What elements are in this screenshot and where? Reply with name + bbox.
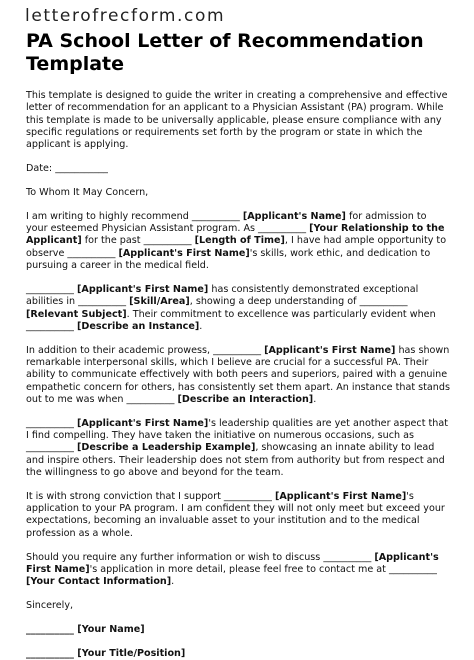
placeholder-relationship: [Your Relationship to the Applicant] xyxy=(26,223,445,247)
text: 's application to your PA program. I am confident they will not only meet but exceed your expectations, becoming an invaluable asset to your institution and to the medical profession as a whole. xyxy=(26,490,445,539)
text: , showcasing an innate ability to lead and inspire others. Their leadership does not stem from authority but from respect and the willingness to go above and beyond for the team. xyxy=(26,442,445,478)
text: __________ xyxy=(26,417,78,429)
placeholder-first-name: [Applicant's First Name] xyxy=(118,247,250,259)
paragraph-abilities xyxy=(26,284,450,333)
text: has consistently demonstrated exceptional abilities in __________ xyxy=(26,283,419,308)
placeholder-interaction: [Describe an Interaction] xyxy=(177,393,314,405)
placeholder-applicant-name: [Applicant's Name] xyxy=(242,210,346,222)
text: . xyxy=(171,576,175,588)
text: In addition to their academic prowess, __________ xyxy=(26,344,265,356)
document-title xyxy=(26,30,450,76)
text: Should you require any further information or wish to discuss __________ xyxy=(26,551,375,563)
placeholder-first-name: [Applicant's First Name] xyxy=(26,551,439,575)
placeholder-first-name: [Applicant's First Name] xyxy=(77,417,209,429)
date-line: Date: ___________ xyxy=(26,163,108,175)
paragraph-leadership xyxy=(26,418,450,479)
title-line-2: Template xyxy=(26,53,125,75)
text: . xyxy=(313,393,317,405)
text: 's skills, work ethic, and dedication to pursuing a career in the medical field. xyxy=(26,247,431,272)
closing: Sincerely, xyxy=(26,600,74,612)
placeholder-first-name: [Applicant's First Name] xyxy=(264,344,396,356)
placeholder-first-name: [Applicant's First Name] xyxy=(274,490,407,502)
text: has shown remarkable interpersonal skills, which I believe are crucial for a successful PA. Their ability to communicate effectively with both peers and superiors, paired with a genuine empathetic concern for others, has consistently set them apart. An instance that stands out to me was when __________ xyxy=(26,344,450,405)
signature-title: __________ [Your Title/Position] xyxy=(26,647,186,659)
text: for admission to your esteemed Physician Assistant program. As __________ xyxy=(26,210,427,235)
title-line-1: PA School Letter of Recommendation xyxy=(26,30,424,52)
placeholder-length-of-time: [Length of Time] xyxy=(194,235,285,247)
text: for the past __________ xyxy=(81,235,195,247)
placeholder-first-name: [Applicant's First Name] xyxy=(77,283,209,295)
text: . Their commitment to excellence was particularly evident when __________ xyxy=(26,308,436,332)
text: It is with strong conviction that I support __________ xyxy=(26,490,275,502)
text: , showing a deep understanding of __________ xyxy=(189,296,408,308)
placeholder-skill-area: [Skill/Area] xyxy=(129,296,190,308)
text: , I have had ample opportunity to observe __________ xyxy=(26,235,447,259)
paragraph-recommendation xyxy=(26,211,450,272)
paragraph-interpersonal xyxy=(26,345,450,406)
paragraph-contact xyxy=(26,552,450,589)
text: . xyxy=(199,320,203,332)
letter-body xyxy=(26,90,450,660)
salutation: To Whom It May Concern, xyxy=(26,186,149,198)
text: 's application in more detail, please feel free to contact me at __________ xyxy=(89,563,437,575)
text: I am writing to highly recommend __________ xyxy=(26,210,243,222)
text: 's leadership qualities are yet another aspect that I find compelling. They have taken the initiative on numerous occasions, such as __________ xyxy=(26,417,448,454)
paragraph-conviction xyxy=(26,491,450,540)
text: __________ xyxy=(26,283,78,295)
intro-paragraph: This template is designed to guide the writer in creating a comprehensive and effective letter of recommendation for an applicant to a Physician Assistant (PA) program. While this template is made to be universally applicable, please ensure compliance with any specific regulations or requirements set forth by the program or state in which the applicant is applying. xyxy=(26,90,448,151)
placeholder-leadership-example: [Describe a Leadership Example] xyxy=(77,442,256,454)
placeholder-contact-info: [Your Contact Information] xyxy=(26,576,172,588)
placeholder-relevant-subject: [Relevant Subject] xyxy=(26,308,127,320)
site-name: letterofrecform.com xyxy=(25,6,226,26)
placeholder-instance: [Describe an Instance] xyxy=(77,320,200,332)
signature-name: __________ [Your Name] xyxy=(26,624,145,636)
